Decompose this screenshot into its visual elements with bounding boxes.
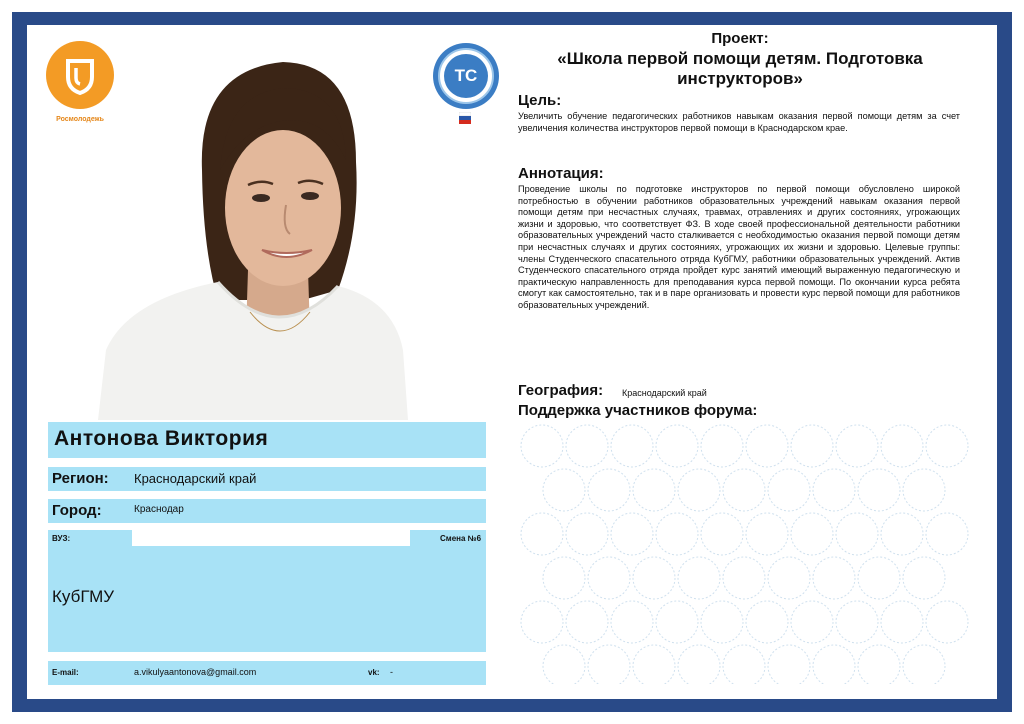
pattern-circle <box>521 513 563 555</box>
project-title <box>540 49 940 89</box>
pattern-circle <box>723 557 765 599</box>
city-value: Краснодар <box>134 504 184 515</box>
pattern-circle <box>678 557 720 599</box>
pattern-circle <box>858 557 900 599</box>
participant-name: Антонова Виктория <box>54 427 269 450</box>
shift-label: Смена №6 <box>440 534 482 543</box>
vk-value: - <box>390 667 393 677</box>
pattern-circle <box>746 425 788 467</box>
support-label: Поддержка участников форума: <box>518 402 758 419</box>
pattern-circle <box>633 645 675 684</box>
email-label: E-mail: <box>52 668 79 677</box>
region-band <box>48 467 486 491</box>
pattern-circle <box>746 513 788 555</box>
pattern-circle <box>836 513 878 555</box>
pattern-circle <box>521 425 563 467</box>
participant-photo <box>98 50 408 420</box>
vuz-blank-field <box>132 530 410 546</box>
pattern-circle <box>791 513 833 555</box>
pattern-circle <box>701 513 743 555</box>
pattern-circle <box>881 513 923 555</box>
goal-label: Цель: <box>518 92 562 109</box>
pattern-circle <box>656 601 698 643</box>
annotation-label: Аннотация: <box>518 165 604 182</box>
pattern-circle <box>723 469 765 511</box>
rosmolodezh-logo-text: Росмолодежь <box>56 116 104 123</box>
goal-text: Увеличить обучение педагогических работников навыкам оказания первой помощи детям за счет увеличения количества инструкторов первой помощи в Краснодарском крае. <box>518 111 960 133</box>
pattern-circle <box>746 601 788 643</box>
pattern-circle <box>768 469 810 511</box>
city-band <box>48 499 486 523</box>
region-value: Краснодарский край <box>134 471 257 486</box>
pattern-circle <box>903 645 945 684</box>
flag-icon <box>459 111 471 123</box>
pattern-circle <box>791 425 833 467</box>
project-title-line2: инструкторов» <box>677 69 803 88</box>
pattern-circle <box>768 557 810 599</box>
pattern-circle <box>791 601 833 643</box>
pattern-circle <box>543 557 585 599</box>
pattern-circle <box>836 425 878 467</box>
pattern-circle <box>611 601 653 643</box>
project-heading: Проект: <box>711 30 769 47</box>
pattern-circle <box>926 601 968 643</box>
pattern-circle <box>881 601 923 643</box>
pattern-circle <box>633 557 675 599</box>
annotation-text: Проведение школы по подготовке инструкторов по первой помощи обусловлено широкой потребностью в обучении работников образовательных учреждений навыкам оказания первой помощи детям при несчастных случаях, травмах, отравлениях и других состояниях, угрожающих жизни и здоровью, что соответствует ФЗ. В ходе своей профессиональной деятельности работники образовательных учреждений часто сталкивается с необходимостью оказания первой помощи детям при несчастных случаях и других состояниях, угрожающих их жизни и здоровью. Целевые группы: члены Студенческого спасательного отряда КубГМУ, работники образовательных учреждений. Актив Студенческого спасательного отряда пройдет курс занятий имеющий выраженную педагогическую и практическую направленность для преподавания курса первой помощи. По окончании курса ребята смогут как самостоятельно, так и в паре организовать и провести курс первой помощи для работников образовательных учреждений. <box>518 184 960 310</box>
pattern-circle <box>768 645 810 684</box>
pattern-circle <box>813 469 855 511</box>
pattern-circle <box>566 601 608 643</box>
tc-forum-logo-icon <box>432 42 500 110</box>
pattern-circle <box>926 425 968 467</box>
pattern-circle <box>656 425 698 467</box>
forum-support-area <box>518 424 978 684</box>
pattern-circle <box>566 513 608 555</box>
pattern-circle <box>588 645 630 684</box>
email-band <box>48 661 486 685</box>
pattern-circle <box>701 425 743 467</box>
pattern-circle <box>903 557 945 599</box>
geography-value: Краснодарский край <box>622 388 707 398</box>
tc-logo-text: ТС <box>454 66 478 85</box>
vuz-value: КубГМУ <box>52 587 115 606</box>
pattern-circle <box>903 469 945 511</box>
pattern-circle <box>701 601 743 643</box>
pattern-circle <box>521 601 563 643</box>
pattern-circle <box>858 645 900 684</box>
pattern-circle <box>678 645 720 684</box>
pattern-circle <box>633 469 675 511</box>
pattern-circle <box>836 601 878 643</box>
pattern-circle <box>566 425 608 467</box>
pattern-circle <box>858 469 900 511</box>
pattern-circle <box>678 469 720 511</box>
pattern-circle <box>588 557 630 599</box>
pattern-circle <box>611 513 653 555</box>
city-label: Город: <box>52 502 102 519</box>
pattern-circle <box>881 425 923 467</box>
pattern-circle <box>611 425 653 467</box>
pattern-circle <box>813 645 855 684</box>
region-label: Регион: <box>52 470 109 487</box>
pattern-circle <box>543 469 585 511</box>
vuz-label: ВУЗ: <box>52 534 71 543</box>
pattern-circle <box>656 513 698 555</box>
geography-label: География: <box>518 382 604 399</box>
pattern-circle <box>926 513 968 555</box>
pattern-circle <box>588 469 630 511</box>
project-title-line1: «Школа первой помощи детям. Подготовка <box>557 49 923 68</box>
pattern-circle <box>723 645 765 684</box>
pattern-circle <box>543 645 585 684</box>
vk-label: vk: <box>368 668 380 677</box>
email-value: a.vikulyaantonova@gmail.com <box>134 667 257 677</box>
pattern-circle <box>813 557 855 599</box>
